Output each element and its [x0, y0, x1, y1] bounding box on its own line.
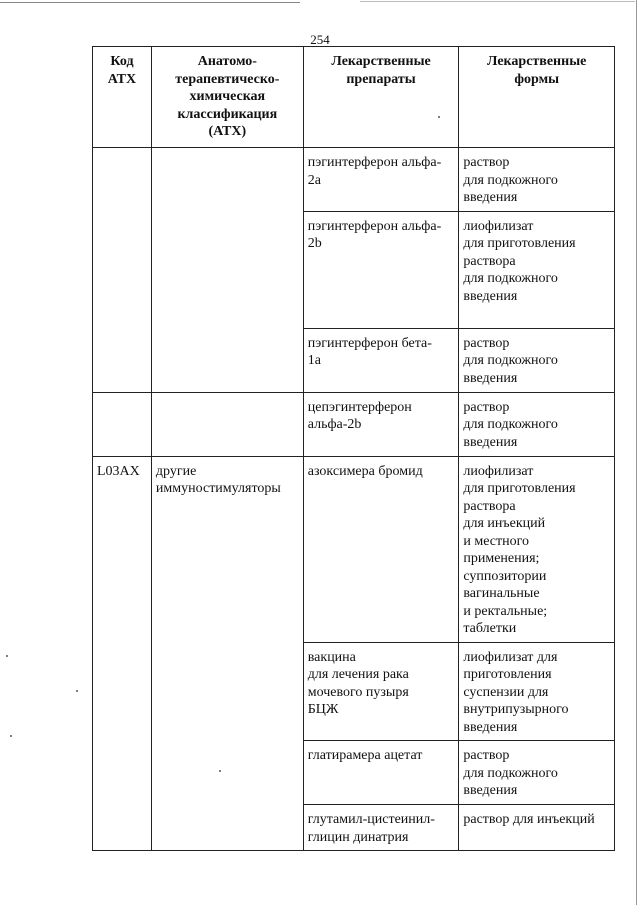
scan-speck: [6, 655, 8, 657]
cell-code: L03AX: [93, 456, 152, 851]
scan-edge-line: [360, 1, 635, 2]
cell-drug: пэгинтерферон альфа- 2a: [303, 148, 459, 212]
table-header-row: [93, 47, 615, 148]
cell-drug: цепэгинтерферон альфа-2b: [303, 392, 459, 456]
cell-classification: [151, 392, 303, 456]
page-number: 254: [310, 32, 330, 47]
cell-form: лиофилизат для приготовления раствора для подкожного введения: [459, 211, 615, 328]
scan-speck: [76, 690, 78, 692]
scan-edge-line: [0, 2, 300, 3]
header-code: Код АТХ: [93, 47, 152, 148]
header-forms: Лекарственные формы: [459, 47, 615, 148]
cell-drug: азоксимера бромид: [303, 456, 459, 642]
cell-code: [93, 148, 152, 393]
table-row: [93, 456, 615, 642]
table-row: [93, 392, 615, 456]
cell-drug: пэгинтерферон альфа- 2b: [303, 211, 459, 328]
cell-drug: глатирамера ацетат: [303, 741, 459, 805]
cell-drug: вакцина для лечения рака мочевого пузыря БЦЖ: [303, 642, 459, 741]
cell-form: лиофилизат для приготовления раствора для инъекций и местного применения; суппозитории вагинальные и ректальные; таблетки: [459, 456, 615, 642]
cell-form: раствор для инъекций: [459, 805, 615, 851]
cell-form: раствор для подкожного введения: [459, 328, 615, 392]
scan-speck: [438, 116, 440, 118]
cell-form: раствор для подкожного введения: [459, 392, 615, 456]
scan-speck: [219, 770, 221, 772]
cell-code: [93, 392, 152, 456]
cell-drug: глутамил-цистеинил- глицин динатрия: [303, 805, 459, 851]
cell-classification: [151, 148, 303, 393]
scan-speck: [10, 735, 12, 737]
scan-edge-line: [636, 0, 637, 905]
header-classification: Анатомо- терапевтическо- химическая классификация (АТХ): [151, 47, 303, 148]
table-row: [93, 148, 615, 212]
atx-table: [92, 46, 615, 851]
cell-form: раствор для подкожного введения: [459, 741, 615, 805]
cell-form: раствор для подкожного введения: [459, 148, 615, 212]
header-drugs: Лекарственные препараты: [303, 47, 459, 148]
cell-form: лиофилизат для приготовления суспензии для внутрипузырного введения: [459, 642, 615, 741]
cell-classification: другие иммуностимуляторы: [151, 456, 303, 851]
cell-drug: пэгинтерферон бета- 1a: [303, 328, 459, 392]
